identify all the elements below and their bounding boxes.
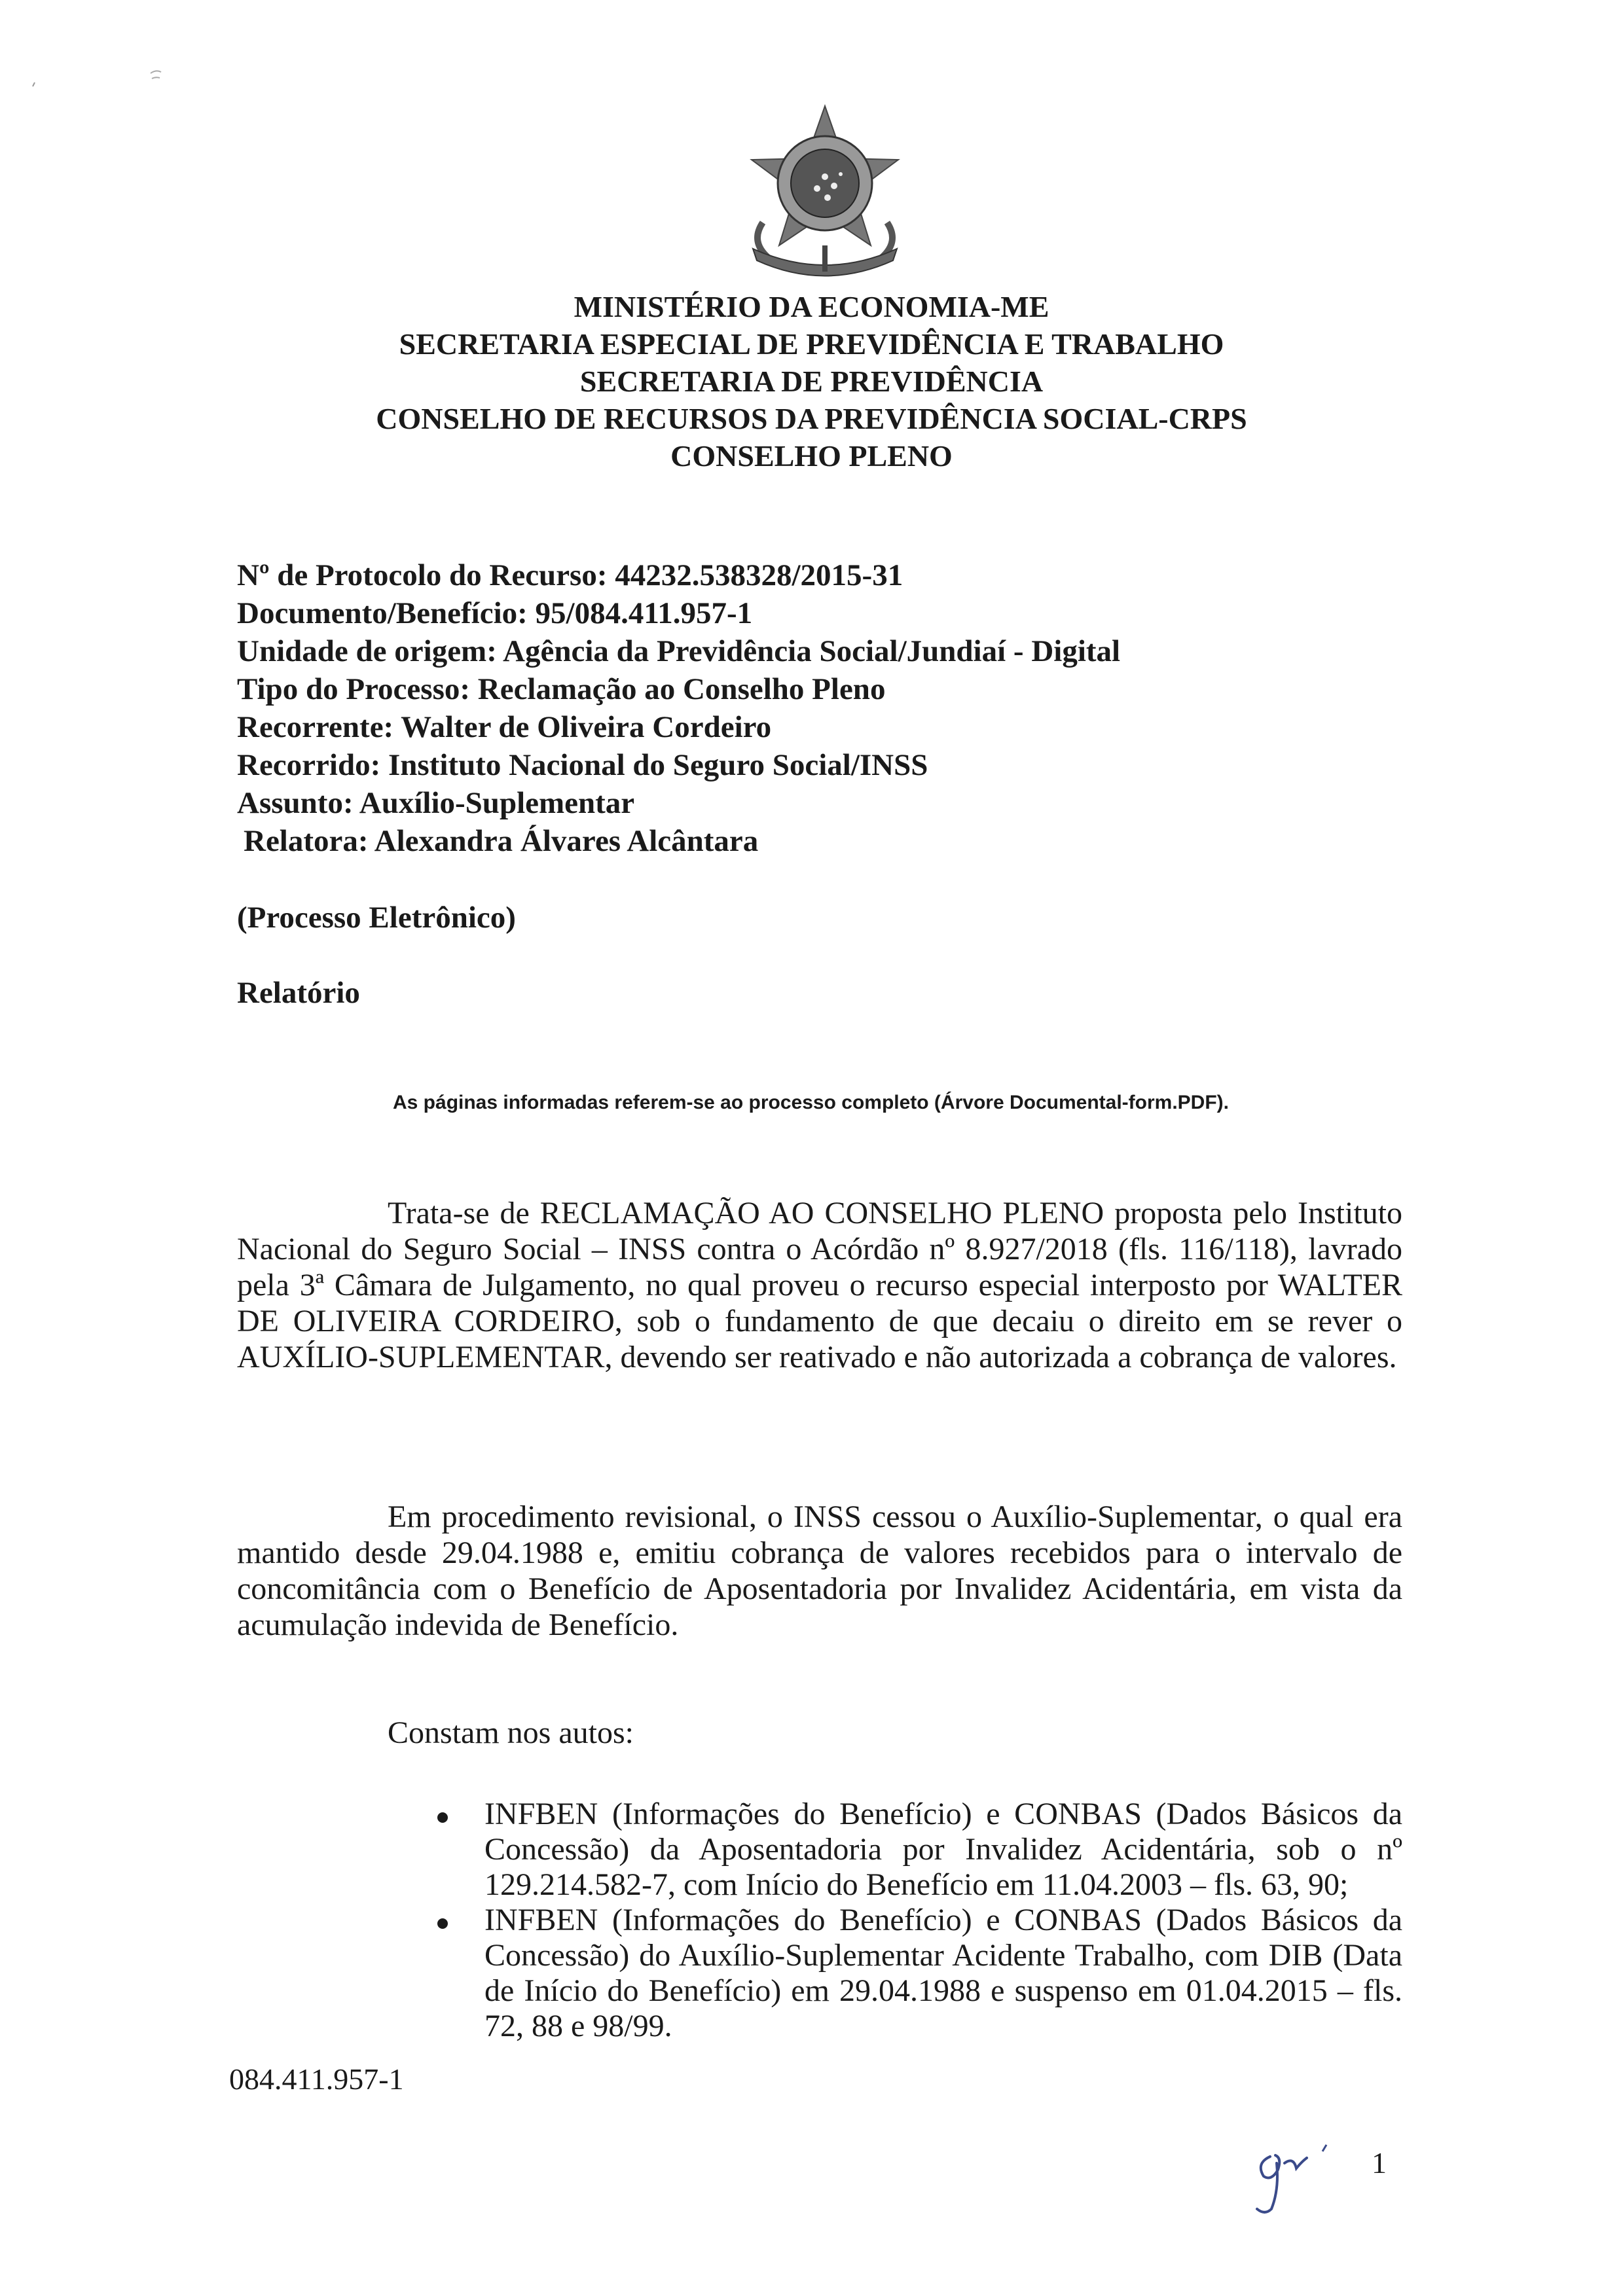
list-item-text: INFBEN (Informações do Benefício) e CONBAS (Dados Básicos da Concessão) do Auxílio-Suplementar Acidente Trabalho, com DIB (Data de Início do Benefício) em 29.04.1988 e suspenso em 01.04.2015 – fls. 72, 88 e 98/99.	[484, 1903, 1402, 2043]
process-metadata	[237, 556, 1120, 860]
header-secretaria-especial: SECRETARIA ESPECIAL DE PREVIDÊNCIA E TRABALHO	[399, 327, 1224, 361]
header-conselho-pleno: CONSELHO PLENO	[670, 439, 953, 473]
evidence-list	[426, 1797, 1402, 2044]
pages-note: As páginas informadas referem-se ao processo completo (Árvore Documental-form.PDF).	[393, 1092, 1229, 1113]
list-item-text: INFBEN (Informações do Benefício) e CONBAS (Dados Básicos da Concessão) da Aposentadoria por Invalidez Acidentária, sob o nº 129.214.582-7, com Início do Benefício em 11.04.2003 – fls. 63, 90;	[484, 1797, 1402, 1902]
meta-recorrido: Recorrido: Instituto Nacional do Seguro Social/INSS	[237, 748, 928, 782]
header-secretaria-previdencia: SECRETARIA DE PREVIDÊNCIA	[579, 365, 1044, 398]
page-number: 1	[1372, 2146, 1387, 2179]
meta-tipo: Tipo do Processo: Reclamação ao Conselho Pleno	[237, 672, 886, 706]
relatorio-heading: Relatório	[237, 976, 360, 1010]
meta-recorrente: Recorrente: Walter de Oliveira Cordeiro	[237, 710, 772, 744]
handwritten-initials	[1244, 2137, 1349, 2215]
paragraph-2-text: Em procedimento revisional, o INSS cessou o Auxílio-Suplementar, o qual era mantido desde 29.04.1988 e, emitiu cobrança de valores recebidos para o intervalo de concomitância com o Benefício de Aposentadoria por Invalidez Acidentária, em vista da acumulação indevida de Benefício.	[237, 1499, 1402, 1642]
constam-label: Constam nos autos:	[388, 1715, 634, 1750]
bullet-icon	[437, 1812, 448, 1823]
paragraph-1	[237, 1195, 1402, 1375]
scan-marks	[26, 59, 183, 92]
meta-documento: Documento/Benefício: 95/084.411.957-1	[237, 596, 753, 630]
meta-relatora: Relatora: Alexandra Álvares Alcântara	[244, 824, 759, 858]
meta-unidade: Unidade de origem: Agência da Previdência Social/Jundiaí - Digital	[237, 634, 1121, 668]
meta-assunto: Assunto: Auxílio-Suplementar	[237, 786, 635, 820]
document-header	[0, 288, 1623, 475]
paragraph-1-text: Trata-se de RECLAMAÇÃO AO CONSELHO PLENO proposta pelo Instituto Nacional do Seguro Social – INSS contra o Acórdão nº 8.927/2018 (fls. 116/118), lavrado pela 3ª Câmara de Julgamento, no qual proveu o recurso especial interposto por WALTER DE OLIVEIRA CORDEIRO, sob o fundamento de que decaiu o direito em se rever o AUXÍLIO-SUPLEMENTAR, devendo ser reativado e não autorizada a cobrança de valores.	[237, 1196, 1402, 1374]
paragraph-2	[237, 1499, 1402, 1643]
coat-of-arms-emblem	[714, 98, 936, 281]
header-ministerio: MINISTÉRIO DA ECONOMIA-ME	[574, 290, 1049, 323]
bullet-icon	[437, 1918, 448, 1929]
meta-protocolo: Nº de Protocolo do Recurso: 44232.538328/2015-31	[237, 558, 903, 592]
list-item	[426, 1903, 1402, 2044]
processo-eletronico-label: (Processo Eletrônico)	[237, 901, 516, 935]
header-crps: CONSELHO DE RECURSOS DA PREVIDÊNCIA SOCIAL-CRPS	[376, 402, 1247, 435]
footer-benefit-id: 084.411.957-1	[229, 2062, 404, 2096]
list-item	[426, 1797, 1402, 1903]
